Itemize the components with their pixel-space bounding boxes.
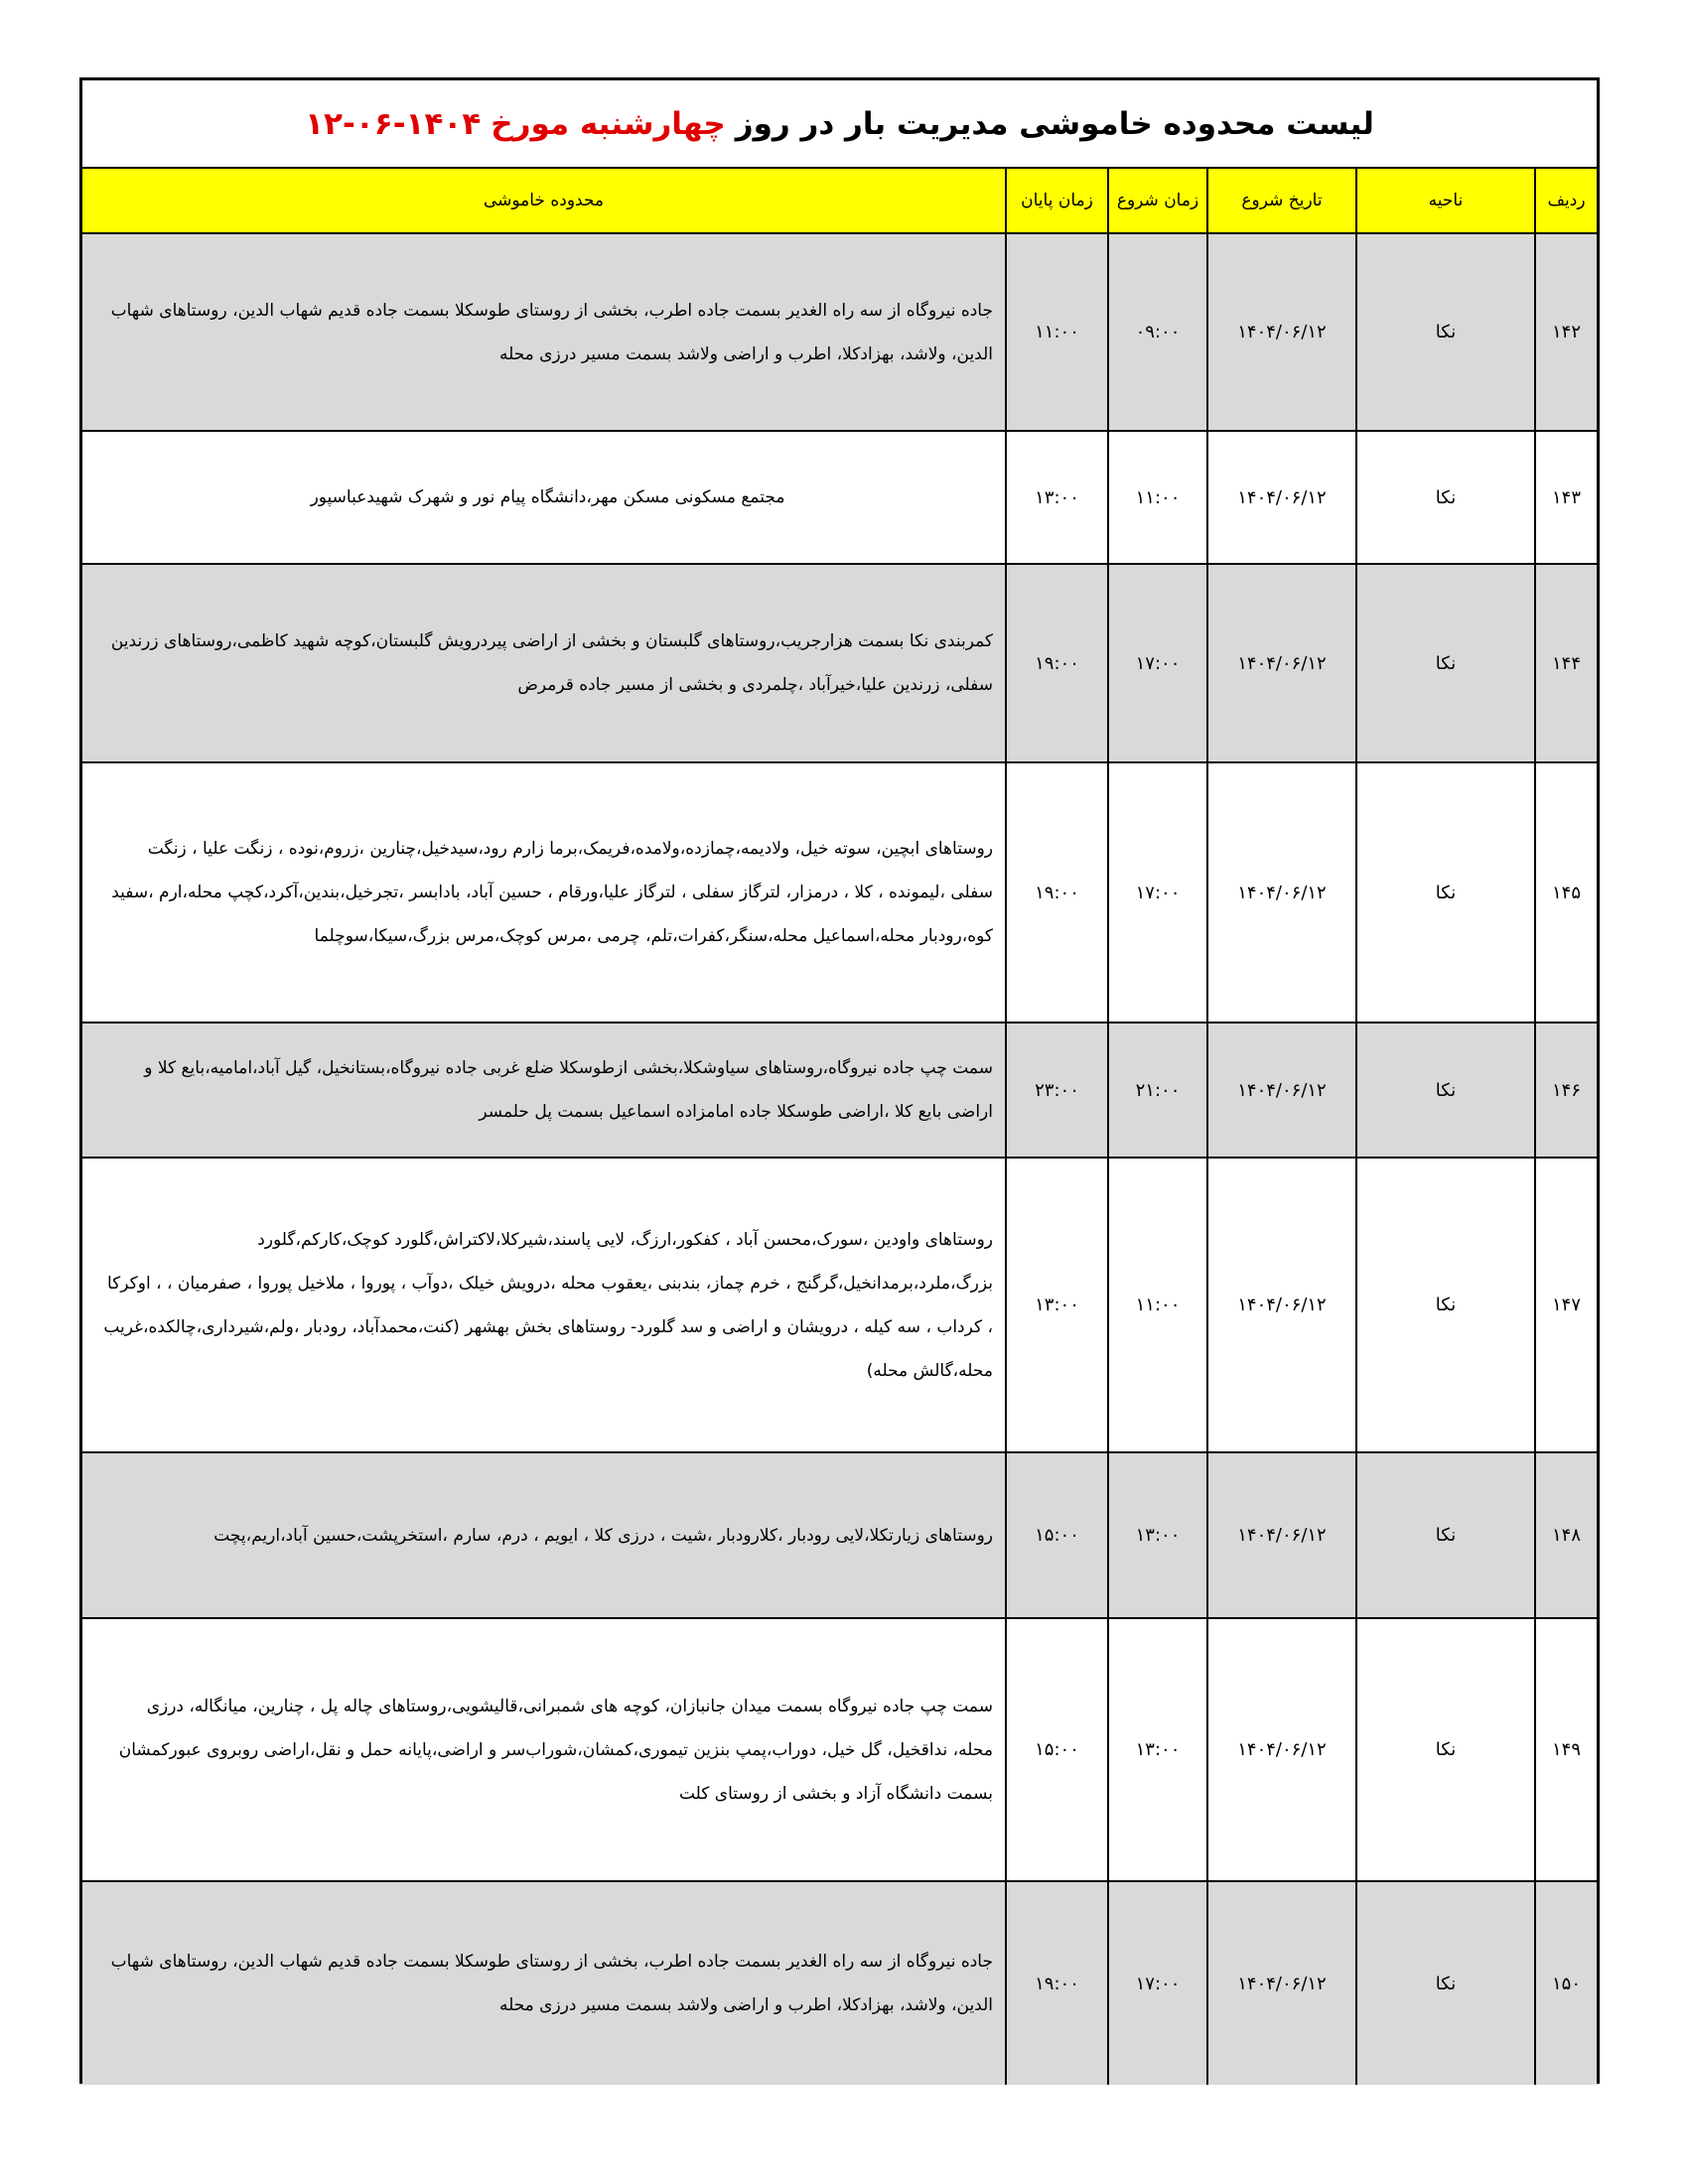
row-region: نکا xyxy=(1356,1881,1535,2085)
row-region: نکا xyxy=(1356,1158,1535,1452)
row-region: نکا xyxy=(1356,233,1535,431)
table-row xyxy=(82,233,1597,431)
row-id: ۱۴۳ xyxy=(1535,431,1597,564)
row-end: ۱۱:۰۰ xyxy=(1006,233,1108,431)
row-start: ۲۱:۰۰ xyxy=(1108,1023,1207,1158)
row-end: ۱۵:۰۰ xyxy=(1006,1452,1108,1618)
title-day: چهارشنبه مورخ xyxy=(491,105,726,142)
row-area: سمت چپ جاده نیروگاه،روستاهای سیاوشکلا،بخشی ازطوسکلا ضلع غربی جاده نیروگاه،بستانخیل، گیل آباد،امامیه،بایع کلا و اراضی بایع کلا ،اراضی طوسکلا جاده امامزاده اسماعیل بسمت پل حلمسر xyxy=(82,1023,1006,1158)
row-end: ۱۳:۰۰ xyxy=(1006,431,1108,564)
table-row xyxy=(82,564,1597,762)
row-end: ۱۳:۰۰ xyxy=(1006,1158,1108,1452)
row-date: ۱۴۰۴/۰۶/۱۲ xyxy=(1207,1881,1356,2085)
row-area: کمربندی نکا بسمت هزارجریب،روستاهای گلبستان و بخشی از اراضی پیردرویش گلبستان،کوچه شهید کاظمی،روستاهای زرندین سفلی، زرندین علیا،خیرآباد ،چلمردی و بخشی از مسیر جاده قرمرض xyxy=(82,564,1006,762)
row-area: روستاهای واودین ،سورک،محسن آباد ، کفکور،ارزگ، لایی پاسند،شیرکلا،لاکتراش،گلورد کوچک،کارکم،گلورد بزرگ،ملرد،برمدانخیل،گرگنج ، خرم چماز، بندبنی ،یعقوب محله ،درویش خیلک ،دوآب ، پوروا ، ملاخیل پوروا ، صفرمیان ، ، اوکرکا ، کرداب ، سه کیله ، درویشان و اراضی و سد گلورد- روستاهای بخش بهشهر (کنت،محمدآباد، رودبار ،ولم،شیرداری،چالکده،غریب محله،گالش محله) xyxy=(82,1158,1006,1452)
table-row xyxy=(82,1881,1597,2085)
row-region: نکا xyxy=(1356,564,1535,762)
row-id: ۱۴۸ xyxy=(1535,1452,1597,1618)
row-start: ۱۷:۰۰ xyxy=(1108,762,1207,1023)
row-start: ۱۷:۰۰ xyxy=(1108,564,1207,762)
row-id: ۱۴۵ xyxy=(1535,762,1597,1023)
table-header xyxy=(82,169,1597,233)
row-id: ۱۴۷ xyxy=(1535,1158,1597,1452)
row-date: ۱۴۰۴/۰۶/۱۲ xyxy=(1207,564,1356,762)
row-start: ۱۱:۰۰ xyxy=(1108,431,1207,564)
col-row: ردیف xyxy=(1535,169,1597,233)
row-id: ۱۴۶ xyxy=(1535,1023,1597,1158)
row-region: نکا xyxy=(1356,1452,1535,1618)
row-id: ۱۴۲ xyxy=(1535,233,1597,431)
col-end-time: زمان پایان xyxy=(1006,169,1108,233)
row-region: نکا xyxy=(1356,431,1535,564)
table-row xyxy=(82,1158,1597,1452)
table-row xyxy=(82,1023,1597,1158)
row-end: ۱۹:۰۰ xyxy=(1006,762,1108,1023)
table-row xyxy=(82,431,1597,564)
col-area: محدوده خاموشی xyxy=(82,169,1006,233)
row-start: ۱۳:۰۰ xyxy=(1108,1618,1207,1881)
table-row xyxy=(82,1452,1597,1618)
row-id: ۱۴۹ xyxy=(1535,1618,1597,1881)
row-end: ۱۹:۰۰ xyxy=(1006,1881,1108,2085)
row-date: ۱۴۰۴/۰۶/۱۲ xyxy=(1207,1452,1356,1618)
row-end: ۱۹:۰۰ xyxy=(1006,564,1108,762)
row-id: ۱۴۴ xyxy=(1535,564,1597,762)
row-area: جاده نیروگاه از سه راه الغدیر بسمت جاده اطرب، بخشی از روستای طوسکلا بسمت جاده قدیم شهاب الدین، روستاهای شهاب الدین، ولاشد، بهزادکلا، اطرب و اراضی ولاشد بسمت مسیر درزی محله xyxy=(82,1881,1006,2085)
table-row xyxy=(82,1618,1597,1881)
col-region: ناحیه xyxy=(1356,169,1535,233)
row-area: روستاهای ابچین، سوته خیل، ولادیمه،چمازده،ولامده،فریمک،برما زارم رود،سیدخیل،چنارین ،زروم،نوده ، زنگت علیا ، زنگت سفلی ،لیمونده ، کلا ، درمزار، لترگاز سفلی ، لترگاز علیا،ورقام ، حسین آباد، بادابسر ،تجرخیل،بندین،آکرد،کچپ محله،ارم ،سفید کوه،رودبار محله،اسماعیل محله،سنگر،کفرات،تلم، چرمی ،مرس کوچک،مرس بزرگ،سیکا،سوچلما xyxy=(82,762,1006,1023)
row-date: ۱۴۰۴/۰۶/۱۲ xyxy=(1207,1618,1356,1881)
row-end: ۱۵:۰۰ xyxy=(1006,1618,1108,1881)
row-area: روستاهای زیارتکلا،لایی رودبار ،کلارودبار ،شیت ، درزی کلا ، ایویم ، درم، سارم ،استخرپشت،حسین آباد،اریم،پچت xyxy=(82,1452,1006,1618)
schedule-sheet xyxy=(79,77,1600,2084)
table-row xyxy=(82,762,1597,1023)
row-date: ۱۴۰۴/۰۶/۱۲ xyxy=(1207,762,1356,1023)
row-date: ۱۴۰۴/۰۶/۱۲ xyxy=(1207,1158,1356,1452)
row-id: ۱۵۰ xyxy=(1535,1881,1597,2085)
row-area: جاده نیروگاه از سه راه الغدیر بسمت جاده اطرب، بخشی از روستای طوسکلا بسمت جاده قدیم شهاب الدین، روستاهای شهاب الدین، ولاشد، بهزادکلا، اطرب و اراضی ولاشد بسمت مسیر درزی محله xyxy=(82,233,1006,431)
row-area: مجتمع مسکونی مسکن مهر،دانشگاه پیام نور و شهرک شهیدعباسپور xyxy=(82,431,1006,564)
row-date: ۱۴۰۴/۰۶/۱۲ xyxy=(1207,233,1356,431)
col-start-date: تاریخ شروع xyxy=(1207,169,1356,233)
row-area: سمت چپ جاده نیروگاه بسمت میدان جانبازان، کوچه های شمبرانی،قالیشویی،روستاهای چاله پل ، چنارین، میانگاله، درزی محله، نداقخیل، گل خیل، دوراب،پمپ بنزین تیموری،کمشان،شوراب‌سر و اراضی،پایانه حمل و نقل،اراضی روبروی عبورکمشان بسمت دانشگاه آزاد و بخشی از روستای کلت xyxy=(82,1618,1006,1881)
row-start: ۱۷:۰۰ xyxy=(1108,1881,1207,2085)
title-date: ۱۲-۰۶-۱۴۰۴ xyxy=(305,105,482,142)
row-date: ۱۴۰۴/۰۶/۱۲ xyxy=(1207,431,1356,564)
row-start: ۱۳:۰۰ xyxy=(1108,1452,1207,1618)
row-region: نکا xyxy=(1356,1618,1535,1881)
row-end: ۲۳:۰۰ xyxy=(1006,1023,1108,1158)
row-start: ۱۱:۰۰ xyxy=(1108,1158,1207,1452)
page-title xyxy=(82,80,1597,169)
row-region: نکا xyxy=(1356,1023,1535,1158)
outage-table xyxy=(82,169,1597,2085)
row-region: نکا xyxy=(1356,762,1535,1023)
row-start: ۰۹:۰۰ xyxy=(1108,233,1207,431)
title-text: لیست محدوده خاموشی مدیریت بار در روز xyxy=(735,105,1374,142)
row-date: ۱۴۰۴/۰۶/۱۲ xyxy=(1207,1023,1356,1158)
col-start-time: زمان شروع xyxy=(1108,169,1207,233)
